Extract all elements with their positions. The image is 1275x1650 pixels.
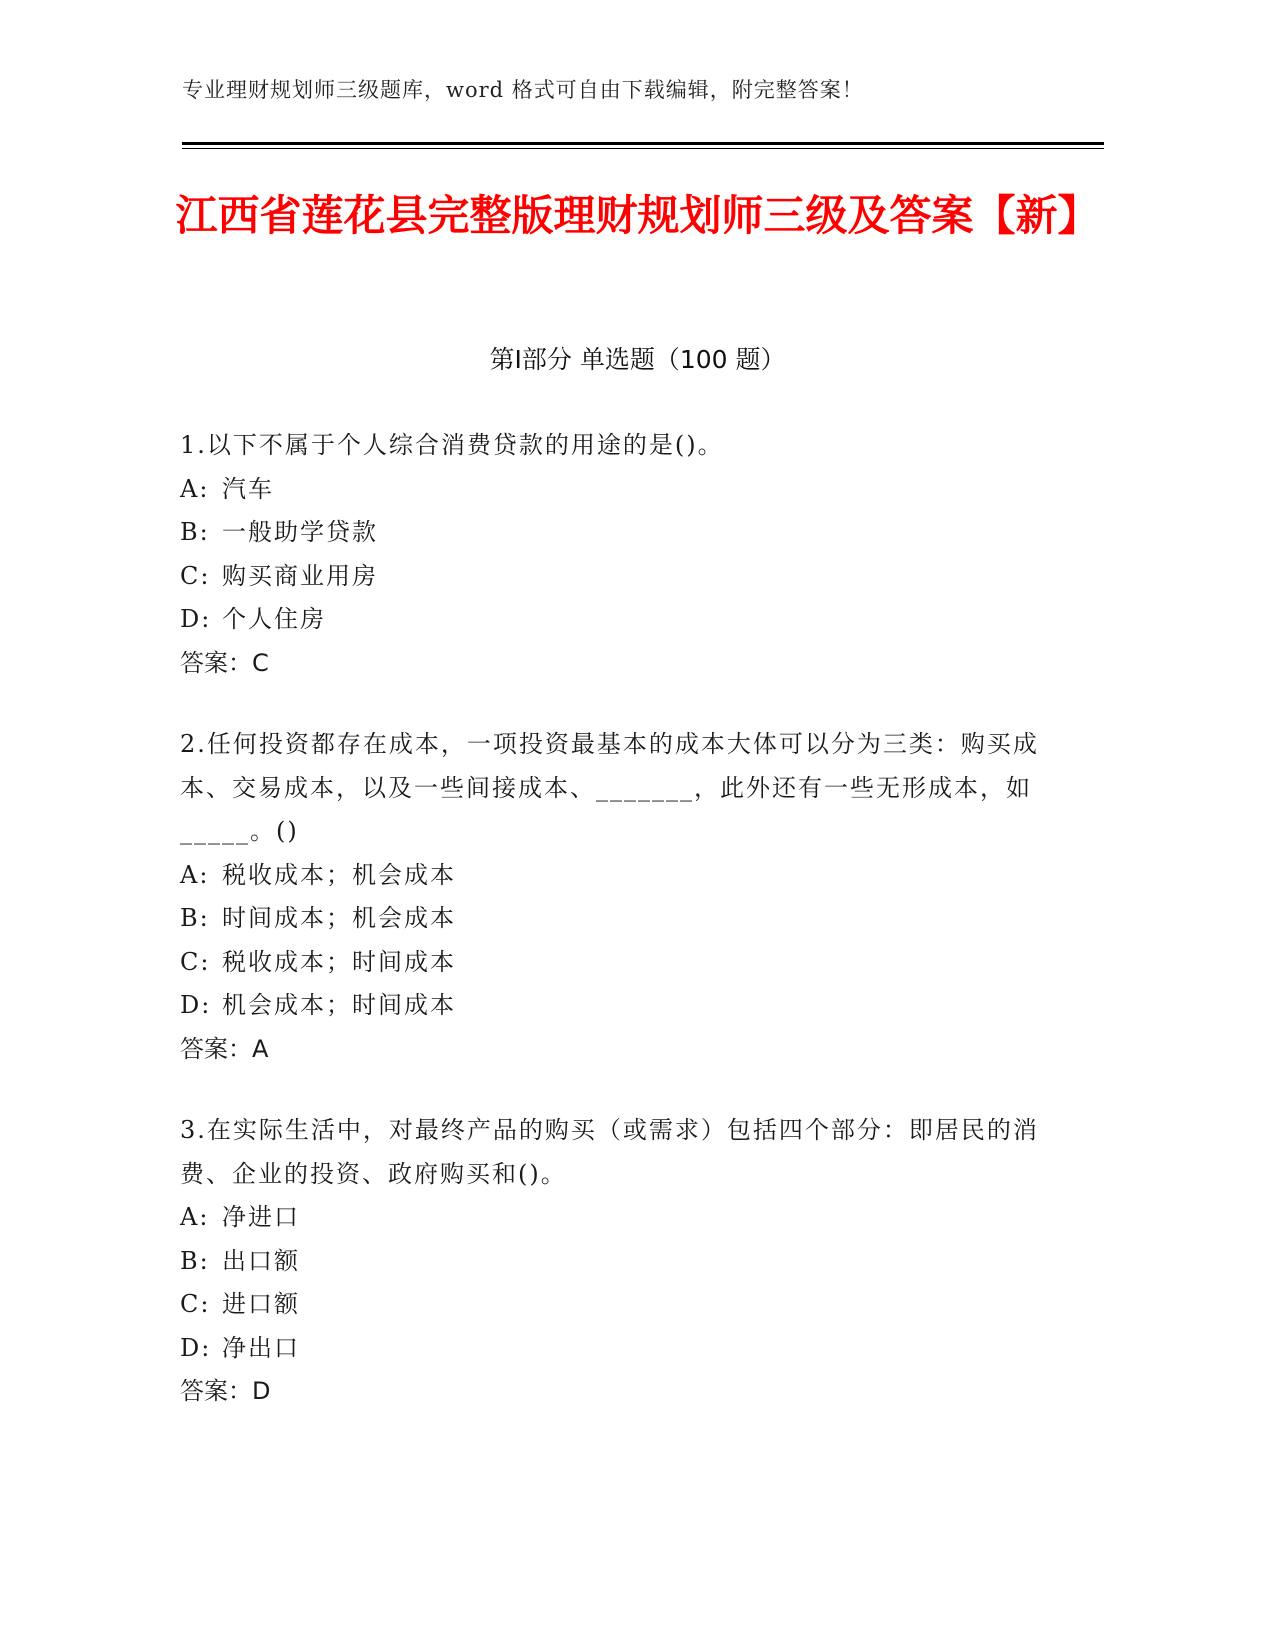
answer-line: 答案：D: [180, 1377, 271, 1405]
option-letter: A:: [180, 1203, 210, 1231]
question-text: 3.在实际生活中，对最终产品的购买（或需求）包括四个部分：即居民的消费、企业的投资、政府购买和()。: [180, 1116, 1039, 1188]
answer-line: 答案：C: [180, 648, 269, 677]
option-text: 时间成本；机会成本: [222, 904, 456, 932]
section-title: 第Ⅰ部分 单选题（100 题）: [489, 345, 786, 374]
option-b: [180, 511, 1040, 555]
header-divider-thin: [182, 148, 1104, 149]
option-letter: D:: [180, 1333, 212, 1362]
option-c: [180, 1283, 1040, 1327]
option-a: [180, 468, 1040, 512]
option-letter: B:: [180, 904, 210, 932]
option-text: 税收成本；机会成本: [222, 860, 456, 889]
option-letter: C:: [180, 947, 211, 976]
option-letter: D:: [180, 605, 212, 633]
option-text: 机会成本；时间成本: [222, 991, 456, 1019]
option-text: 税收成本；时间成本: [222, 947, 456, 976]
header-divider-thick: [182, 142, 1104, 145]
option-b: [180, 1240, 1040, 1284]
option-text: 出口额: [222, 1246, 300, 1275]
question-text: 2.任何投资都存在成本，一项投资最基本的成本大体可以分为三类：购买成本、交易成本，以及一些间接成本、_______，此外还有一些无形成本，如_____。(): [180, 730, 1039, 845]
question-text: 1.以下不属于个人综合消费贷款的用途的是()。: [180, 431, 724, 459]
option-d: [180, 1327, 1040, 1371]
option-a: [180, 854, 1040, 898]
question-list: [180, 424, 1040, 1452]
option-d: [180, 984, 1040, 1028]
option-text: 进口额: [222, 1290, 300, 1318]
option-letter: A:: [180, 474, 210, 503]
option-c: [180, 555, 1040, 599]
option-a: [180, 1196, 1040, 1240]
question-1: [180, 424, 1040, 685]
option-letter: A:: [180, 860, 210, 889]
option-text: 一般助学贷款: [222, 518, 378, 546]
option-c: [180, 941, 1040, 985]
question-3: [180, 1109, 1040, 1414]
question-2: [180, 723, 1040, 1071]
option-d: [180, 598, 1040, 642]
option-text: 个人住房: [222, 605, 326, 633]
answer-line: 答案：A: [180, 1034, 269, 1063]
document-title: 江西省莲花县完整版理财规划师三级及答案【新】: [175, 191, 1100, 240]
header-note: 专业理财规划师三级题库，word 格式可自由下载编辑，附完整答案！: [182, 78, 864, 102]
option-letter: D:: [180, 991, 212, 1019]
option-text: 净进口: [222, 1203, 300, 1231]
option-text: 汽车: [222, 474, 274, 503]
option-b: [180, 897, 1040, 941]
option-letter: B:: [180, 1246, 210, 1275]
option-text: 净出口: [222, 1333, 300, 1362]
option-letter: C:: [180, 561, 211, 590]
option-letter: B:: [180, 518, 210, 546]
option-text: 购买商业用房: [222, 561, 378, 590]
option-letter: C:: [180, 1290, 211, 1318]
